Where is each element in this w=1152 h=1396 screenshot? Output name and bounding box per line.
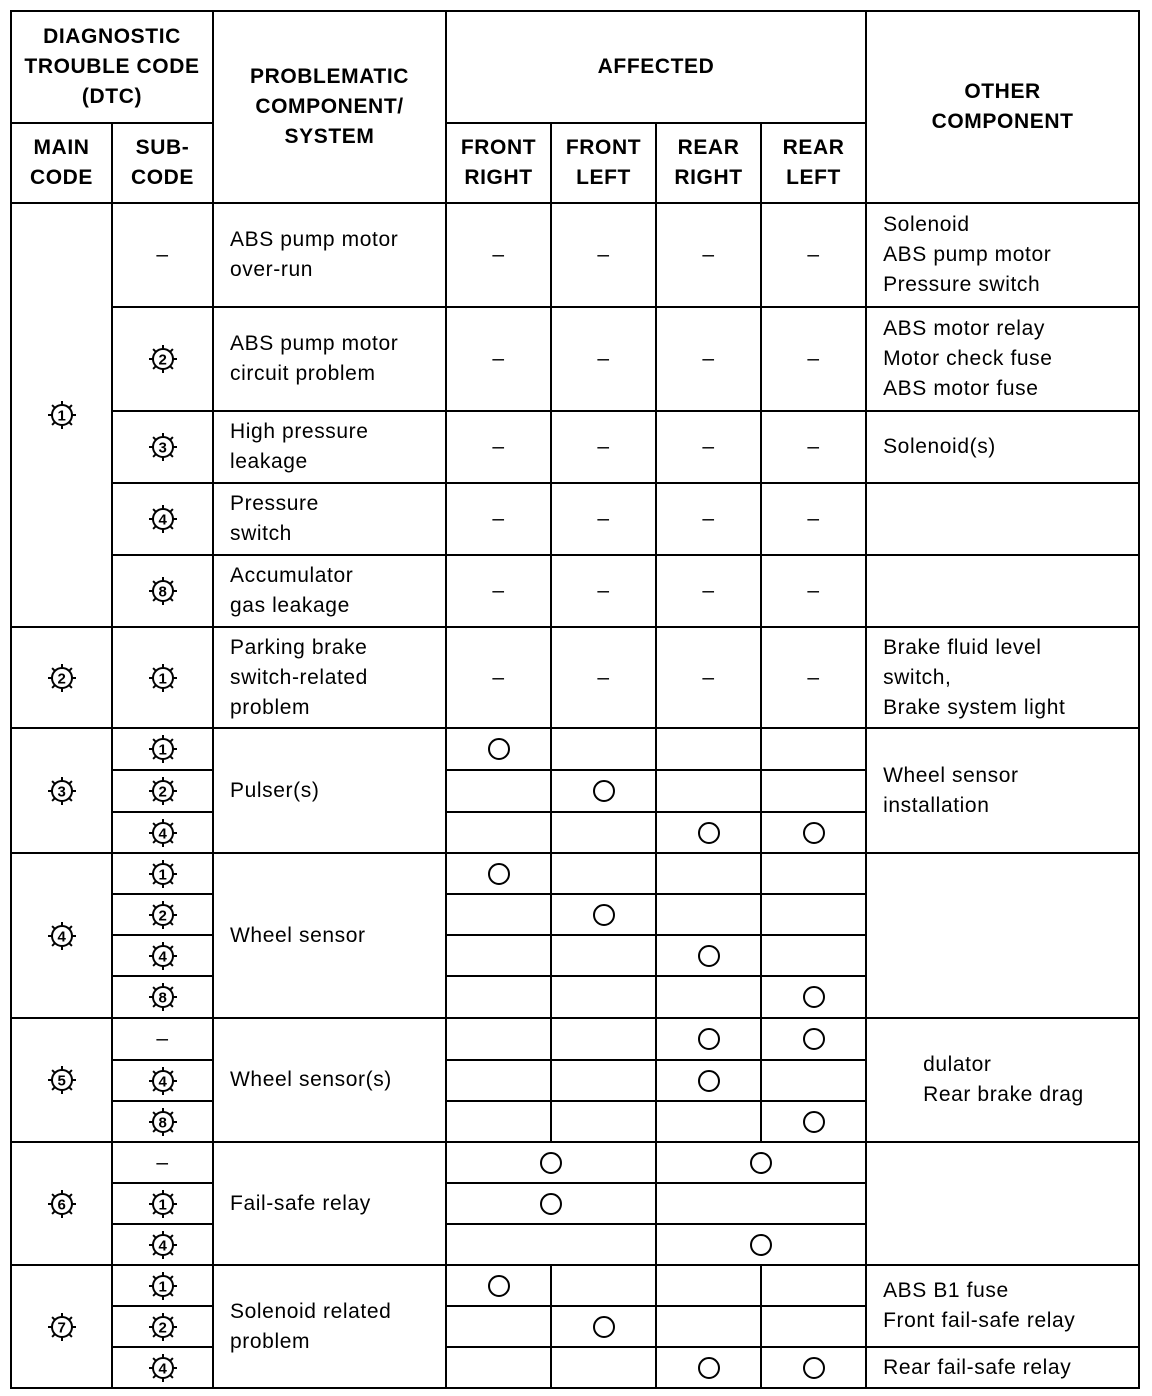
affected-cell	[761, 1018, 866, 1060]
affected-mark-icon	[540, 1193, 562, 1215]
component-cell: Accumulator gas leakage	[213, 555, 446, 627]
affected-cell: –	[656, 411, 761, 483]
component-cell: ABS pump motor over-run	[213, 203, 446, 307]
affected-cell: –	[446, 411, 551, 483]
affected-cell	[761, 1265, 866, 1306]
code-gear-icon	[47, 1065, 77, 1095]
code-gear-icon	[148, 734, 178, 764]
affected-cell	[761, 935, 866, 976]
affected-cell	[551, 1265, 656, 1306]
svg-text:2: 2	[158, 1319, 167, 1337]
affected-cell	[551, 853, 656, 894]
affected-cell: –	[446, 483, 551, 555]
code-gear-icon	[148, 1271, 178, 1301]
affected-cell: –	[446, 307, 551, 411]
main-code-cell	[11, 728, 112, 853]
component-cell: Parking brake switch-related problem	[213, 627, 446, 728]
affected-mark-icon	[750, 1152, 772, 1174]
affected-cell: –	[761, 411, 866, 483]
code-gear-icon	[148, 776, 178, 806]
front-right-header: FRONT RIGHT	[446, 123, 551, 203]
affected-cell	[551, 1306, 656, 1347]
affected-cell	[446, 1101, 551, 1142]
main-code-header: MAIN CODE	[11, 123, 112, 203]
rear-left-header: REAR LEFT	[761, 123, 866, 203]
code-gear-icon	[47, 921, 77, 951]
other-component-cell: Rear fail-safe relay	[866, 1347, 1139, 1388]
other-component-cell: Brake fluid level switch, Brake system light	[866, 627, 1139, 728]
table-row	[11, 1018, 1139, 1060]
component-cell: Wheel sensor	[213, 853, 446, 1018]
sub-code-cell	[112, 728, 213, 770]
main-code-cell	[11, 1142, 112, 1265]
svg-text:4: 4	[158, 511, 167, 529]
svg-text:3: 3	[158, 439, 167, 457]
svg-text:8: 8	[158, 989, 167, 1007]
rear-right-header: REAR RIGHT	[656, 123, 761, 203]
affected-cell	[551, 812, 656, 853]
sub-code-cell	[112, 483, 213, 555]
main-code-cell	[11, 853, 112, 1018]
affected-cell	[656, 1060, 761, 1101]
svg-text:8: 8	[158, 583, 167, 601]
affected-header: AFFECTED	[446, 11, 866, 123]
affected-cell: –	[446, 627, 551, 728]
affected-cell	[446, 1306, 551, 1347]
affected-mark-icon	[488, 863, 510, 885]
code-gear-icon	[148, 1107, 178, 1137]
affected-cell	[446, 935, 551, 976]
code-gear-icon	[148, 859, 178, 889]
sub-code-cell	[112, 1183, 213, 1224]
svg-text:2: 2	[158, 783, 167, 801]
affected-cell	[551, 770, 656, 812]
affected-cell	[551, 1101, 656, 1142]
table-row	[11, 411, 1139, 483]
affected-cell: –	[656, 627, 761, 728]
svg-text:4: 4	[158, 1237, 167, 1255]
affected-mark-icon	[593, 904, 615, 926]
component-cell: High pressure leakage	[213, 411, 446, 483]
sub-code-cell	[112, 1101, 213, 1142]
affected-cell	[761, 976, 866, 1018]
affected-mark-icon	[540, 1152, 562, 1174]
affected-cell	[446, 728, 551, 770]
affected-mark-icon	[593, 780, 615, 802]
other-component-cell: ABS B1 fuse Front fail-safe relay	[866, 1265, 1139, 1347]
svg-text:7: 7	[57, 1319, 66, 1337]
sub-code-cell	[112, 1060, 213, 1101]
affected-cell: –	[656, 203, 761, 307]
svg-text:2: 2	[158, 907, 167, 925]
code-gear-icon	[148, 818, 178, 848]
svg-text:3: 3	[57, 783, 66, 801]
main-code-cell	[11, 1265, 112, 1388]
sub-code-header: SUB- CODE	[112, 123, 213, 203]
affected-cell-rear	[656, 1142, 866, 1183]
affected-cell: –	[656, 483, 761, 555]
code-gear-icon	[148, 1066, 178, 1096]
sub-code-cell	[112, 770, 213, 812]
code-gear-icon	[47, 776, 77, 806]
svg-text:1: 1	[158, 1278, 167, 1296]
affected-mark-icon	[803, 986, 825, 1008]
sub-code-cell	[112, 853, 213, 894]
affected-cell	[656, 770, 761, 812]
component-header: PROBLEMATIC COMPONENT/ SYSTEM	[213, 11, 446, 203]
affected-mark-icon	[593, 1316, 615, 1338]
affected-cell: –	[761, 627, 866, 728]
other-component-cell	[866, 1142, 1139, 1265]
table-row	[11, 555, 1139, 627]
code-gear-icon	[148, 663, 178, 693]
affected-cell	[446, 976, 551, 1018]
svg-text:5: 5	[57, 1072, 66, 1090]
code-gear-icon	[47, 1189, 77, 1219]
affected-cell: –	[446, 203, 551, 307]
affected-cell-front	[446, 1142, 656, 1183]
affected-cell	[761, 812, 866, 853]
code-gear-icon	[148, 900, 178, 930]
table-row	[11, 483, 1139, 555]
sub-code-cell	[112, 1347, 213, 1388]
affected-cell: –	[551, 483, 656, 555]
affected-cell-rear	[656, 1183, 866, 1224]
affected-cell: –	[551, 555, 656, 627]
sub-code-cell	[112, 1224, 213, 1265]
main-code-cell	[11, 1018, 112, 1142]
main-code-cell	[11, 203, 112, 627]
svg-text:1: 1	[158, 1196, 167, 1214]
other-component-header: OTHER COMPONENT	[866, 11, 1139, 203]
affected-cell	[446, 1018, 551, 1060]
dtc-header: DIAGNOSTIC TROUBLE CODE (DTC)	[11, 11, 213, 123]
svg-text:4: 4	[158, 948, 167, 966]
table-row	[11, 1347, 1139, 1388]
affected-cell: –	[551, 627, 656, 728]
affected-cell	[656, 976, 761, 1018]
affected-cell	[551, 1018, 656, 1060]
affected-mark-icon	[803, 1111, 825, 1133]
svg-text:6: 6	[57, 1196, 66, 1214]
svg-text:2: 2	[57, 670, 66, 688]
sub-code-cell	[112, 976, 213, 1018]
affected-cell	[761, 1306, 866, 1347]
code-gear-icon	[47, 1312, 77, 1342]
affected-cell	[761, 770, 866, 812]
affected-mark-icon	[488, 1275, 510, 1297]
table-row	[11, 203, 1139, 307]
affected-cell	[761, 894, 866, 935]
code-gear-icon	[148, 504, 178, 534]
code-gear-icon	[148, 1189, 178, 1219]
affected-cell	[656, 1101, 761, 1142]
table-row	[11, 853, 1139, 894]
svg-text:4: 4	[158, 1360, 167, 1378]
affected-cell	[551, 1060, 656, 1101]
affected-cell	[656, 728, 761, 770]
component-cell: Pulser(s)	[213, 728, 446, 853]
affected-cell	[551, 1347, 656, 1388]
table-row	[11, 1142, 1139, 1183]
other-component-cell: Wheel sensor installation	[866, 728, 1139, 853]
svg-text:1: 1	[57, 407, 66, 425]
affected-cell	[656, 935, 761, 976]
affected-cell: –	[656, 307, 761, 411]
affected-cell	[446, 812, 551, 853]
affected-cell	[446, 1265, 551, 1306]
other-component-cell	[866, 555, 1139, 627]
main-code-cell	[11, 627, 112, 728]
svg-text:1: 1	[158, 741, 167, 759]
other-component-cell: Solenoid(s)	[866, 411, 1139, 483]
other-component-cell: ABS motor relay Motor check fuse ABS motor fuse	[866, 307, 1139, 411]
affected-mark-icon	[803, 1357, 825, 1379]
other-component-cell: dulator Rear brake drag	[866, 1018, 1139, 1142]
affected-cell	[656, 1347, 761, 1388]
affected-mark-icon	[698, 1028, 720, 1050]
affected-mark-icon	[698, 822, 720, 844]
affected-mark-icon	[488, 738, 510, 760]
affected-cell-front	[446, 1183, 656, 1224]
table-row	[11, 728, 1139, 770]
component-cell: ABS pump motor circuit problem	[213, 307, 446, 411]
affected-cell	[446, 853, 551, 894]
affected-cell	[761, 728, 866, 770]
affected-cell: –	[656, 555, 761, 627]
affected-cell	[656, 1265, 761, 1306]
affected-cell	[761, 1101, 866, 1142]
code-gear-icon	[148, 941, 178, 971]
affected-cell	[446, 894, 551, 935]
affected-mark-icon	[698, 945, 720, 967]
svg-text:1: 1	[158, 866, 167, 884]
affected-cell: –	[761, 555, 866, 627]
affected-mark-icon	[803, 822, 825, 844]
affected-cell	[446, 1347, 551, 1388]
code-gear-icon	[148, 576, 178, 606]
component-cell: Solenoid related problem	[213, 1265, 446, 1388]
sub-code-cell	[112, 555, 213, 627]
affected-cell	[761, 853, 866, 894]
affected-cell	[551, 976, 656, 1018]
affected-cell	[656, 812, 761, 853]
sub-code-cell: –	[112, 1018, 213, 1060]
other-component-cell: Solenoid ABS pump motor Pressure switch	[866, 203, 1139, 307]
affected-cell	[656, 1018, 761, 1060]
sub-code-cell: –	[112, 203, 213, 307]
other-component-cell	[866, 483, 1139, 555]
affected-cell: –	[446, 555, 551, 627]
affected-cell	[656, 1306, 761, 1347]
sub-code-cell	[112, 307, 213, 411]
affected-cell: –	[761, 203, 866, 307]
affected-cell	[656, 853, 761, 894]
affected-mark-icon	[698, 1070, 720, 1092]
table-row	[11, 307, 1139, 411]
affected-cell	[761, 1347, 866, 1388]
sub-code-cell	[112, 935, 213, 976]
code-gear-icon	[148, 1353, 178, 1383]
code-gear-icon	[148, 1312, 178, 1342]
sub-code-cell	[112, 627, 213, 728]
svg-text:4: 4	[158, 825, 167, 843]
affected-cell-rear	[656, 1224, 866, 1265]
component-cell: Pressure switch	[213, 483, 446, 555]
affected-cell: –	[551, 307, 656, 411]
code-gear-icon	[148, 1230, 178, 1260]
affected-cell	[551, 728, 656, 770]
sub-code-cell	[112, 812, 213, 853]
affected-cell	[446, 770, 551, 812]
affected-cell	[656, 894, 761, 935]
table-row	[11, 627, 1139, 728]
affected-cell	[551, 935, 656, 976]
affected-cell: –	[761, 483, 866, 555]
affected-cell	[446, 1060, 551, 1101]
affected-cell	[761, 1060, 866, 1101]
affected-cell: –	[551, 203, 656, 307]
component-cell: Fail-safe relay	[213, 1142, 446, 1265]
affected-cell: –	[551, 411, 656, 483]
sub-code-cell: –	[112, 1142, 213, 1183]
affected-cell-front	[446, 1224, 656, 1265]
dtc-table	[10, 10, 1140, 1389]
table-row	[11, 1265, 1139, 1306]
affected-mark-icon	[803, 1028, 825, 1050]
code-gear-icon	[47, 400, 77, 430]
code-gear-icon	[148, 432, 178, 462]
affected-mark-icon	[750, 1234, 772, 1256]
svg-text:8: 8	[158, 1114, 167, 1132]
sub-code-cell	[112, 1265, 213, 1306]
svg-text:1: 1	[158, 670, 167, 688]
other-component-cell	[866, 853, 1139, 1018]
affected-cell	[551, 894, 656, 935]
sub-code-cell	[112, 894, 213, 935]
sub-code-cell	[112, 411, 213, 483]
code-gear-icon	[47, 663, 77, 693]
code-gear-icon	[148, 344, 178, 374]
svg-text:4: 4	[57, 928, 66, 946]
code-gear-icon	[148, 982, 178, 1012]
affected-mark-icon	[698, 1357, 720, 1379]
svg-text:4: 4	[158, 1073, 167, 1091]
sub-code-cell	[112, 1306, 213, 1347]
front-left-header: FRONT LEFT	[551, 123, 656, 203]
svg-text:2: 2	[158, 351, 167, 369]
component-cell: Wheel sensor(s)	[213, 1018, 446, 1142]
affected-cell: –	[761, 307, 866, 411]
